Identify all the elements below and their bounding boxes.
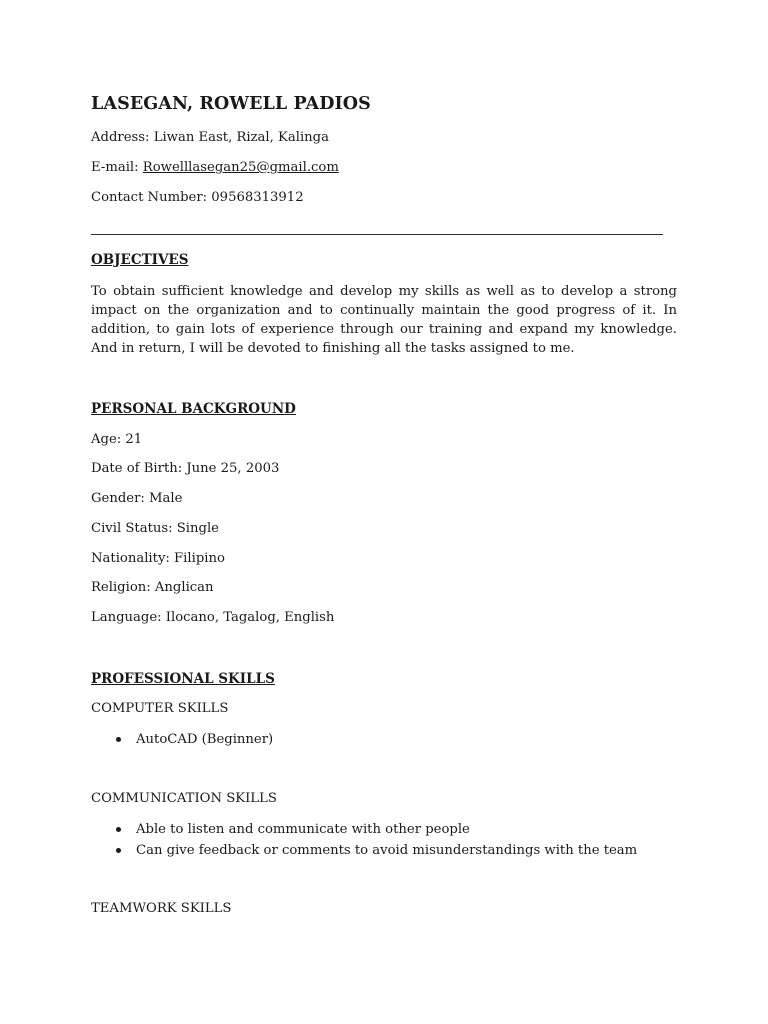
list-item-text: AutoCAD (Beginner) xyxy=(136,732,274,747)
personal-gender: Gender: Male xyxy=(91,491,183,506)
list-item-text: Can give feedback or comments to avoid misunderstandings with the team xyxy=(136,843,638,858)
communication-skills-list xyxy=(91,819,637,861)
list-item-text: Able to listen and communicate with other people xyxy=(136,822,470,837)
address-line xyxy=(91,130,329,145)
personal-civil-status: Civil Status: Single xyxy=(91,521,219,536)
computer-skills-title: COMPUTER SKILLS xyxy=(91,701,229,716)
address-value: Liwan East, Rizal, Kalinga xyxy=(153,130,329,145)
list-item xyxy=(91,819,637,840)
email-label: E-mail: xyxy=(91,160,139,175)
bullet-icon xyxy=(116,848,121,853)
contact-line xyxy=(91,190,304,205)
contact-value: 09568313912 xyxy=(211,190,304,205)
professional-skills-heading: PROFESSIONAL SKILLS xyxy=(91,671,275,687)
email-link[interactable]: Rowelllasegan25@gmail.com xyxy=(142,160,339,175)
list-item xyxy=(91,840,637,861)
resume-page xyxy=(91,0,679,1024)
bullet-icon xyxy=(116,827,121,832)
email-line xyxy=(91,160,339,175)
objectives-heading: OBJECTIVES xyxy=(91,252,189,268)
contact-label: Contact Number: xyxy=(91,190,208,205)
personal-nationality: Nationality: Filipino xyxy=(91,551,225,566)
teamwork-skills-title: TEAMWORK SKILLS xyxy=(91,901,232,916)
personal-background-heading: PERSONAL BACKGROUND xyxy=(91,401,296,417)
communication-skills-title: COMMUNICATION SKILLS xyxy=(91,791,277,806)
personal-birthdate: Date of Birth: June 25, 2003 xyxy=(91,461,280,476)
address-label: Address: xyxy=(91,130,150,145)
computer-skills-list xyxy=(91,729,273,750)
bullet-icon xyxy=(116,737,121,742)
objectives-text: To obtain sufficient knowledge and develop my skills as well as to develop a strong impact on the organization and to continually maintain the good progress of it. In addition, to gain lots of experience through our training and expand my knowledge. And in return, I will be devoted to finishing all the tasks assigned to me. xyxy=(91,284,677,356)
personal-age: Age: 21 xyxy=(91,432,143,447)
personal-language: Language: Ilocano, Tagalog, English xyxy=(91,610,335,625)
personal-religion: Religion: Anglican xyxy=(91,580,214,595)
applicant-name: LASEGAN, ROWELL PADIOS xyxy=(91,94,371,114)
list-item xyxy=(91,729,273,750)
header-divider xyxy=(91,234,663,235)
